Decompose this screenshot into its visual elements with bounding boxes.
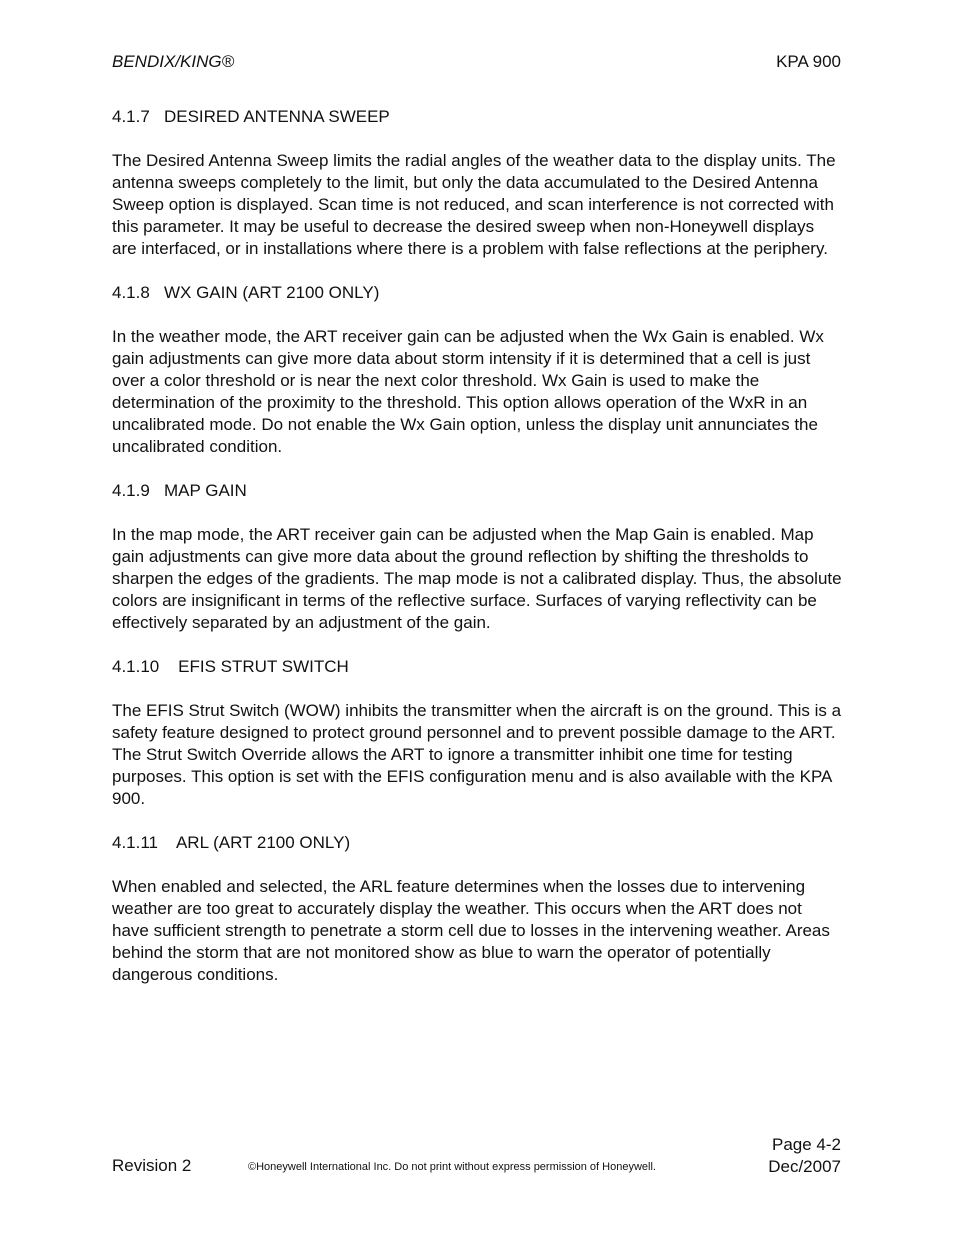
section-heading: 4.1.11 ARL (ART 2100 ONLY) bbox=[112, 833, 351, 852]
footer-page-info bbox=[768, 1134, 841, 1178]
section-arl bbox=[112, 832, 842, 986]
section-paragraph: When enabled and selected, the ARL feature determines when the losses due to intervening weather are too great to accurately display the weather. This occurs when the ART does not have sufficient strength to penetrate a storm cell due to losses in the intervening weather. Areas behind the storm that are not monitored show as blue to warn the operator of potentially dangerous conditions. bbox=[112, 877, 830, 984]
header-model: KPA 900 bbox=[776, 52, 841, 71]
footer-copyright: ©Honeywell International Inc. Do not print without express permission of Honeywell. bbox=[248, 1161, 656, 1173]
footer-date: Dec/2007 bbox=[768, 1157, 841, 1176]
section-paragraph: In the weather mode, the ART receiver gain can be adjusted when the Wx Gain is enabled. Wx gain adjustments can give more data about storm intensity if it is determined that a cell is just over a color threshold or is near the next color threshold. Wx Gain is used to make the determination of the proximity to the threshold. This option allows operation of the WxR in an uncalibrated mode. Do not enable the Wx Gain option, unless the display unit annunciates the uncalibrated condition. bbox=[112, 327, 824, 456]
document-body bbox=[112, 106, 842, 1008]
section-heading: 4.1.8 WX GAIN (ART 2100 ONLY) bbox=[112, 283, 380, 302]
section-paragraph: The Desired Antenna Sweep limits the radial angles of the weather data to the display units. The antenna sweeps completely to the limit, but only the data accumulated to the Desired Antenna Sweep option is displayed. Scan time is not reduced, and scan interference is not corrected with this parameter. It may be useful to decrease the desired sweep when non-Honeywell displays are interfaced, or in installations where there is a problem with false reflections at the periphery. bbox=[112, 151, 836, 258]
section-wx-gain bbox=[112, 282, 842, 458]
section-desired-antenna-sweep bbox=[112, 106, 842, 260]
footer-page-number: Page 4-2 bbox=[772, 1135, 841, 1154]
footer-revision: Revision 2 bbox=[112, 1156, 192, 1175]
section-paragraph: In the map mode, the ART receiver gain can be adjusted when the Map Gain is enabled. Map gain adjustments can give more data about the ground reflection by shifting the thresholds to sharpen the edges of the gradients. The map mode is not a calibrated display. Thus, the absolute colors are insignificant in terms of the reflective surface. Surfaces of varying reflectivity can be effectively separated by an adjustment of the gain. bbox=[112, 525, 842, 632]
section-heading: 4.1.7 DESIRED ANTENNA SWEEP bbox=[112, 107, 390, 126]
header-brand: BENDIX/KING® bbox=[112, 52, 235, 71]
section-paragraph: The EFIS Strut Switch (WOW) inhibits the transmitter when the aircraft is on the ground. This is a safety feature designed to protect ground personnel and to prevent possible damage to the ART. The Strut Switch Override allows the ART to ignore a transmitter inhibit one time for testing purposes. This option is set with the EFIS configuration menu and is also available with the KPA 900. bbox=[112, 701, 842, 808]
section-heading: 4.1.9 MAP GAIN bbox=[112, 481, 247, 500]
section-efis-strut-switch bbox=[112, 656, 842, 810]
section-map-gain bbox=[112, 480, 842, 634]
section-heading: 4.1.10 EFIS STRUT SWITCH bbox=[112, 657, 349, 676]
